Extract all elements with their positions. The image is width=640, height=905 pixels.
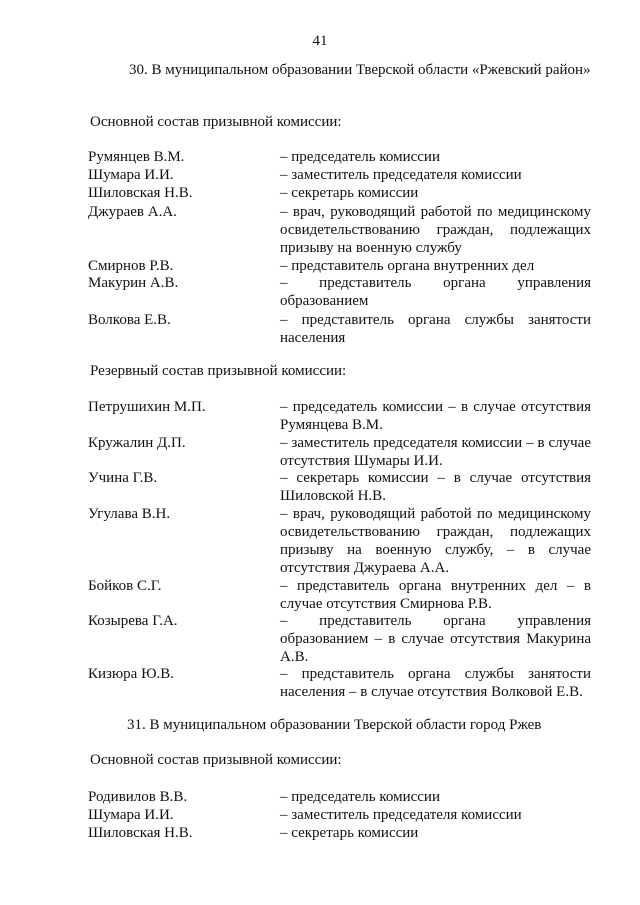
section-31-heading: 31. В муниципальном образовании Тверской области город Ржев (127, 717, 542, 733)
member-name: Кизюра Ю.В. (88, 666, 174, 682)
member-role: – председатель комиссии (280, 789, 440, 805)
member-name: Шиловская Н.В. (88, 825, 193, 841)
member-name: Шумара И.И. (88, 807, 174, 823)
member-name: Румянцев В.М. (88, 149, 185, 165)
member-name: Шумара И.И. (88, 167, 174, 183)
member-role: – секретарь комиссии – в случае отсутствия Шиловской Н.В. (280, 470, 591, 504)
member-role: – заместитель председателя комиссии (280, 167, 522, 183)
member-role: – секретарь комиссии (280, 825, 419, 841)
member-role: – секретарь комиссии (280, 185, 419, 201)
member-name: Угулава В.Н. (88, 506, 171, 522)
member-name: Шиловская Н.В. (88, 185, 193, 201)
member-role: – представитель органа службы занятости населения (280, 312, 591, 346)
section-30-main-title: Основной состав призывной комиссии: (90, 114, 342, 130)
member-role: – представитель органа управления образованием – в случае отсутствия Макурина А.В. (280, 613, 591, 665)
section-30-reserve-title: Резервный состав призывной комиссии: (90, 363, 347, 379)
member-name: Козырева Г.А. (88, 613, 178, 629)
member-role: – представитель органа службы занятости населения – в случае отсутствия Волковой Е.В. (280, 666, 591, 700)
member-name: Джураев А.А. (88, 204, 177, 220)
member-role: – председатель комиссии (280, 149, 440, 165)
member-role: – врач, руководящий работой по медицинскому освидетельствованию граждан, подлежащих призыву на военную службу, – в случае отсутствия Джураева А.А. (280, 506, 591, 576)
page-number: 41 (312, 33, 328, 49)
member-name: Кружалин Д.П. (88, 435, 186, 451)
member-name: Смирнов Р.В. (88, 258, 174, 274)
section-30-heading: 30. В муниципальном образовании Тверской области «Ржевский район» (129, 62, 591, 78)
member-name: Родивилов В.В. (88, 789, 188, 805)
member-role: – представитель органа управления образованием (280, 275, 591, 309)
member-name: Макурин А.В. (88, 275, 179, 291)
member-role: – заместитель председателя комиссии – в случае отсутствия Шумары И.И. (280, 435, 591, 469)
member-role: – председатель комиссии – в случае отсутствия Румянцева В.М. (280, 399, 591, 433)
section-31-main-title: Основной состав призывной комиссии: (90, 752, 342, 768)
member-name: Бойков С.Г. (88, 578, 162, 594)
member-role: – заместитель председателя комиссии (280, 807, 522, 823)
member-name: Петрушихин М.П. (88, 399, 206, 415)
member-role: – представитель органа внутренних дел – в случае отсутствия Смирнова Р.В. (280, 578, 591, 612)
member-name: Учина Г.В. (88, 470, 158, 486)
member-role: – врач, руководящий работой по медицинскому освидетельствованию граждан, подлежащих призыву на военную службу (280, 204, 591, 256)
member-name: Волкова Е.В. (88, 312, 171, 328)
member-role: – представитель органа внутренних дел (280, 258, 535, 274)
